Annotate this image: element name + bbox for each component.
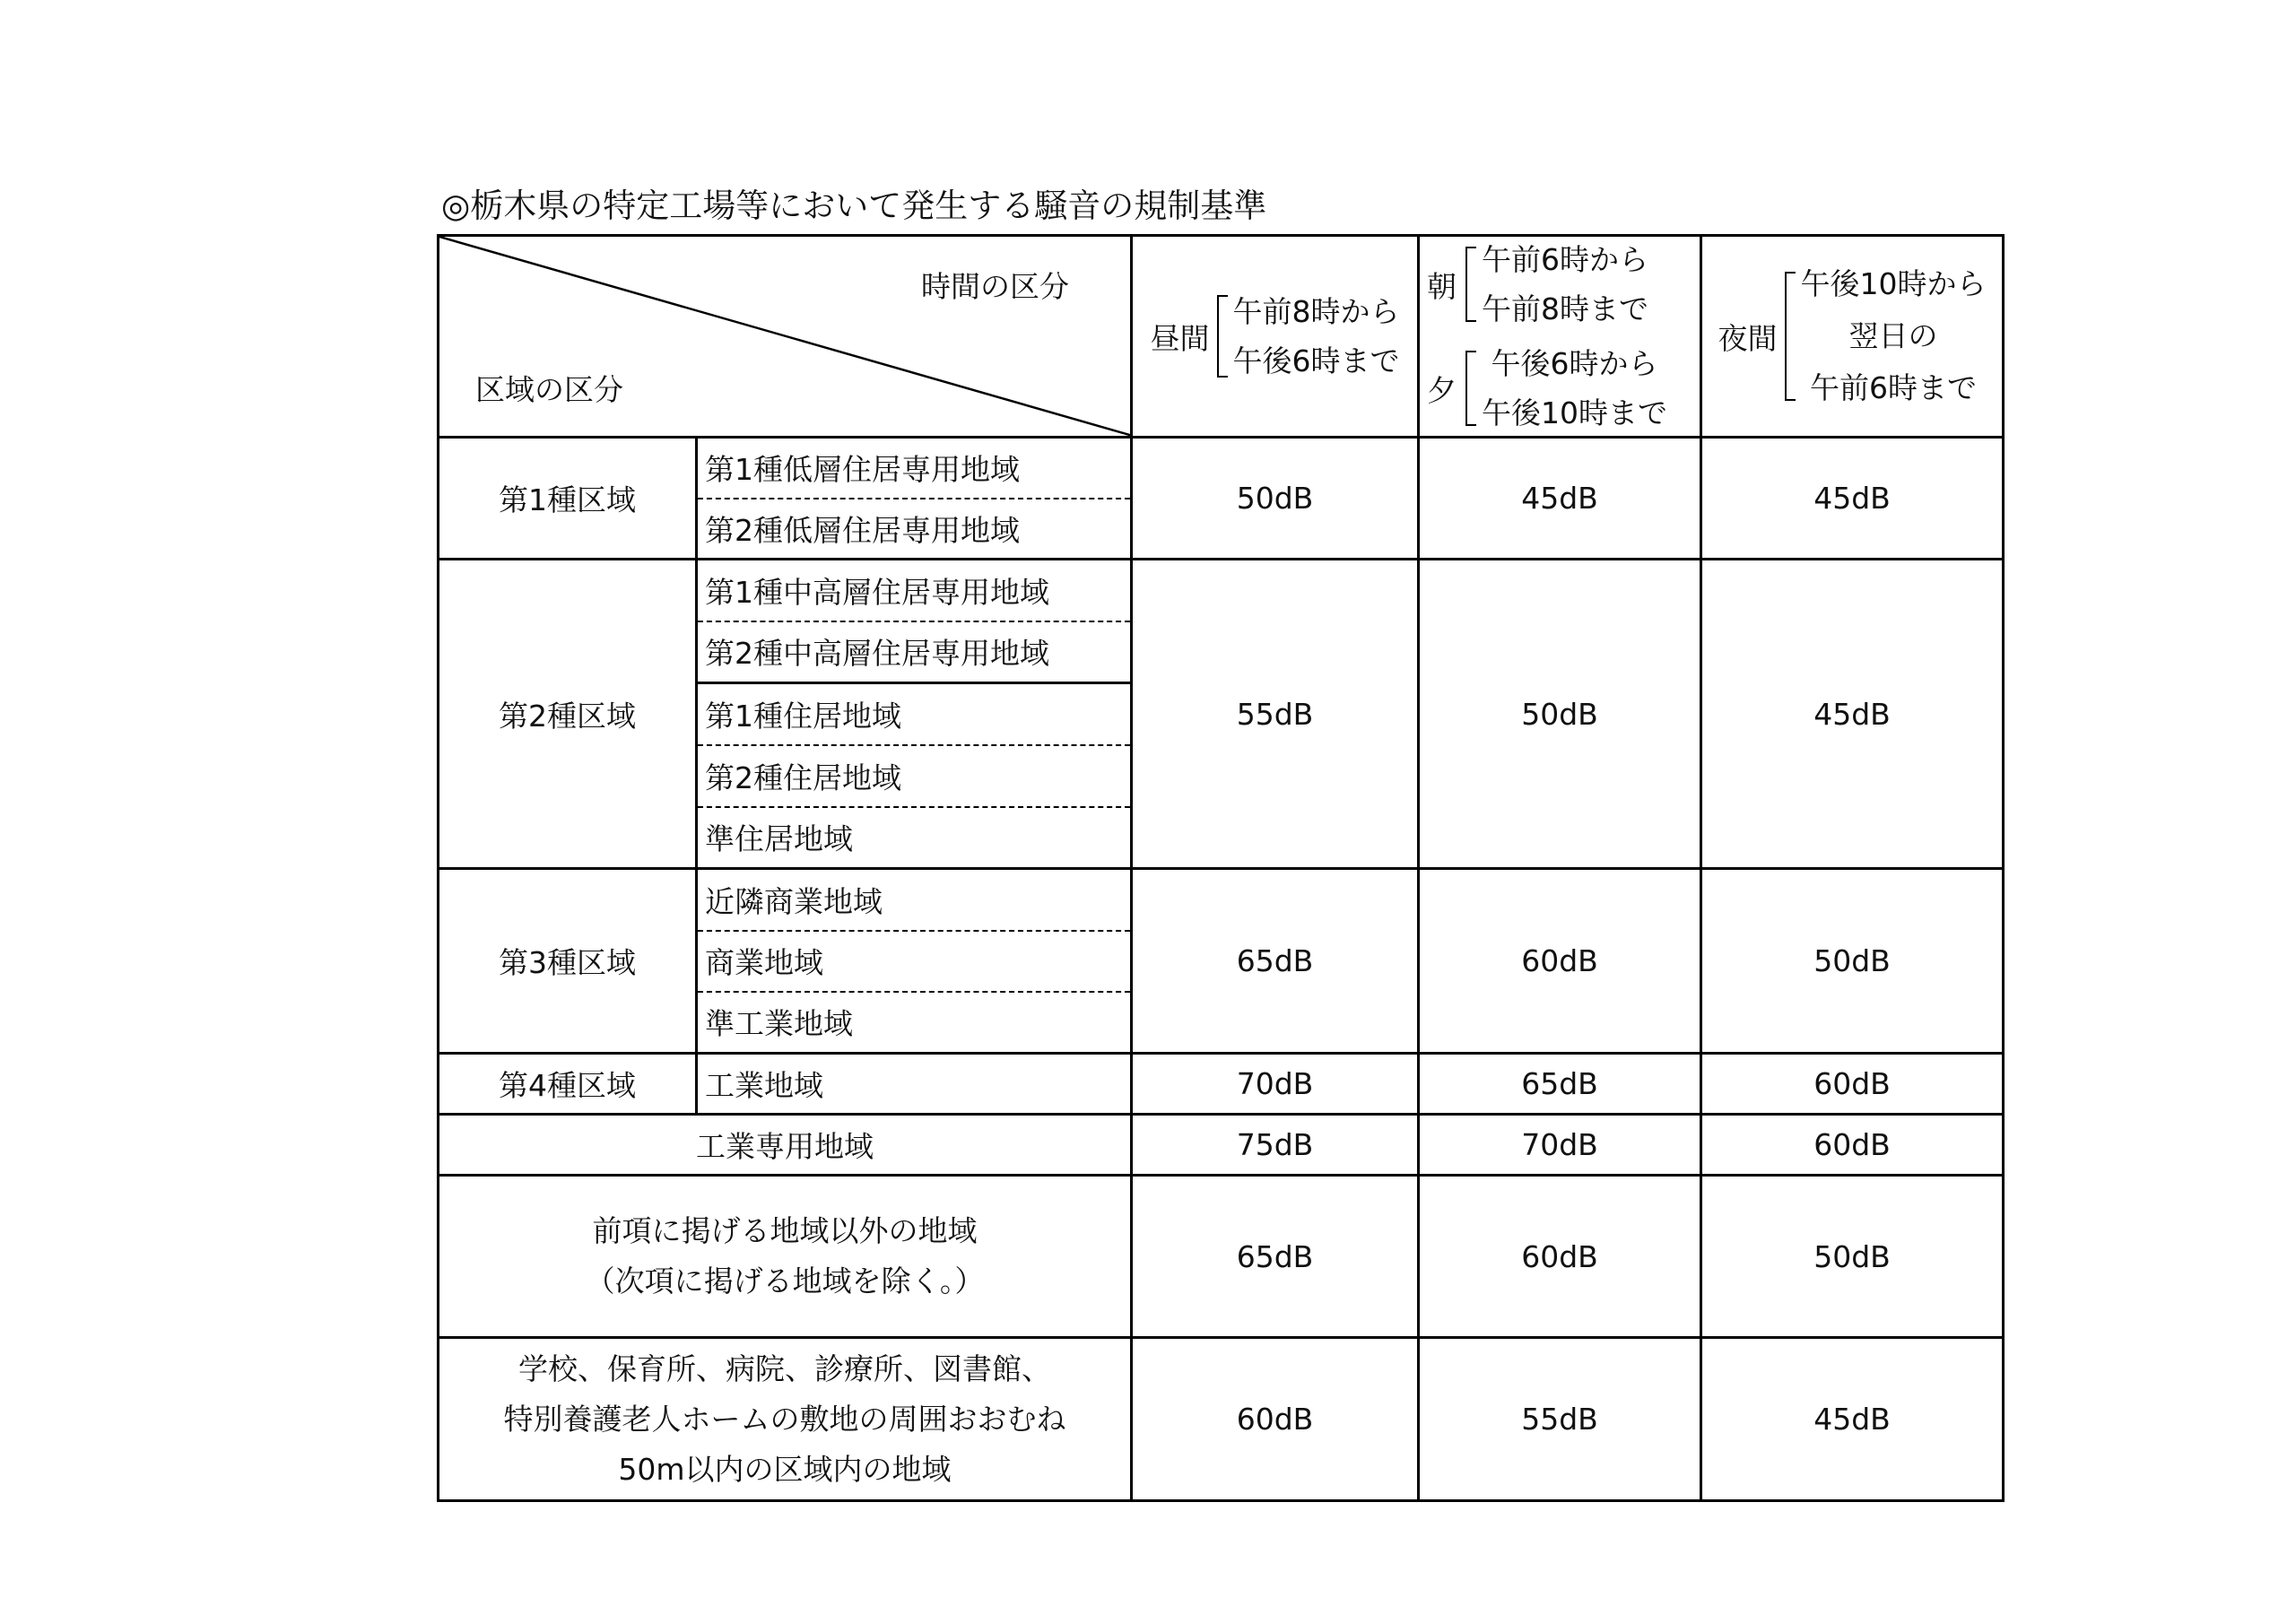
daytime-value: 65dB [1132,869,1419,1054]
area-cell: 準工業地域 [697,992,1132,1054]
bracket-icon [1217,295,1228,378]
zone-cell [439,1176,1132,1338]
bracket-icon [1465,351,1476,426]
night-value: 50dB [1701,1176,2004,1338]
morning-evening-header [1419,236,1701,438]
table-row [439,1054,2004,1115]
night-header [1701,236,2004,438]
zone-division-label: 区域の区分 [475,372,623,407]
area-cell: 第1種低層住居専用地域 [697,438,1132,499]
daytime-label: 昼間 [1150,320,1210,356]
daytime-value: 50dB [1132,438,1419,560]
daytime-value: 75dB [1132,1115,1419,1176]
daytime-value: 70dB [1132,1054,1419,1115]
evening-to: 午後10時まで [1482,395,1667,430]
zone-line: 前項に掲げる地域以外の地域 [592,1213,978,1248]
night-value: 60dB [1701,1054,2004,1115]
area-cell: 第2種低層住居専用地域 [697,499,1132,560]
zone-cell [439,1338,1132,1501]
night-label: 夜間 [1718,320,1778,356]
bracket-icon [1785,272,1796,401]
table-row [439,1115,2004,1176]
zone-line: 50m以内の区域内の地域 [618,1451,952,1487]
zone-cell: 第3種区域 [439,869,697,1054]
evening-from: 午後6時から [1491,346,1658,381]
zone-cell: 第1種区域 [439,438,697,560]
area-cell: 第1種住居地域 [697,683,1132,745]
area-cell: 近隣商業地域 [697,869,1132,931]
zone-cell: 第2種区域 [439,560,697,869]
table-row [439,869,2004,931]
morning-from: 午前6時から [1482,242,1648,277]
area-cell: 第1種中高層住居専用地域 [697,560,1132,621]
morning-label: 朝 [1427,268,1457,304]
noise-regulation-table [437,234,2005,1502]
night-next: 翌日の [1848,318,1938,353]
bracket-icon [1465,247,1476,322]
morning-evening-value: 55dB [1419,1338,1701,1501]
diagonal-header-cell [439,236,1132,438]
night-value: 45dB [1701,438,2004,560]
evening-label: 夕 [1427,372,1457,408]
night-value: 45dB [1701,1338,2004,1501]
zone-line: （次項に掲げる地域を除く。） [585,1264,985,1298]
table-row [439,560,2004,621]
area-cell: 商業地域 [697,931,1132,992]
morning-evening-value: 70dB [1419,1115,1701,1176]
zone-line: 学校、保育所、病院、診療所、図書館、 [518,1350,1051,1386]
document-title: ◎栃木県の特定工場等において発生する騒音の規制基準 [441,187,1267,225]
night-from: 午後10時から [1800,266,1987,301]
table-row [439,438,2004,499]
morning-evening-value: 50dB [1419,560,1701,869]
header-row [439,236,2004,438]
zone-line: 特別養護老人ホームの敷地の周囲おおむね [503,1401,1066,1437]
area-cell: 工業地域 [697,1054,1132,1115]
daytime-value: 55dB [1132,560,1419,869]
table-row [439,1176,2004,1338]
daytime-value: 65dB [1132,1176,1419,1338]
night-to: 午前6時まで [1810,370,1977,405]
night-value: 60dB [1701,1115,2004,1176]
daytime-to: 午後6時まで [1232,343,1400,378]
morning-evening-value: 60dB [1419,869,1701,1054]
night-value: 45dB [1701,560,2004,869]
morning-evening-value: 65dB [1419,1054,1701,1115]
morning-evening-value: 45dB [1419,438,1701,560]
area-cell: 第2種中高層住居専用地域 [697,621,1132,683]
daytime-from: 午前8時から [1232,294,1400,329]
daytime-header [1132,236,1419,438]
night-value: 50dB [1701,869,2004,1054]
time-division-label: 時間の区分 [921,269,1069,304]
table-row [439,1338,2004,1501]
zone-cell: 第4種区域 [439,1054,697,1115]
zone-cell: 工業専用地域 [439,1115,1132,1176]
area-cell: 第2種住居地域 [697,745,1132,807]
area-cell: 準住居地域 [697,807,1132,869]
morning-evening-value: 60dB [1419,1176,1701,1338]
morning-to: 午前8時まで [1482,291,1648,326]
daytime-value: 60dB [1132,1338,1419,1501]
